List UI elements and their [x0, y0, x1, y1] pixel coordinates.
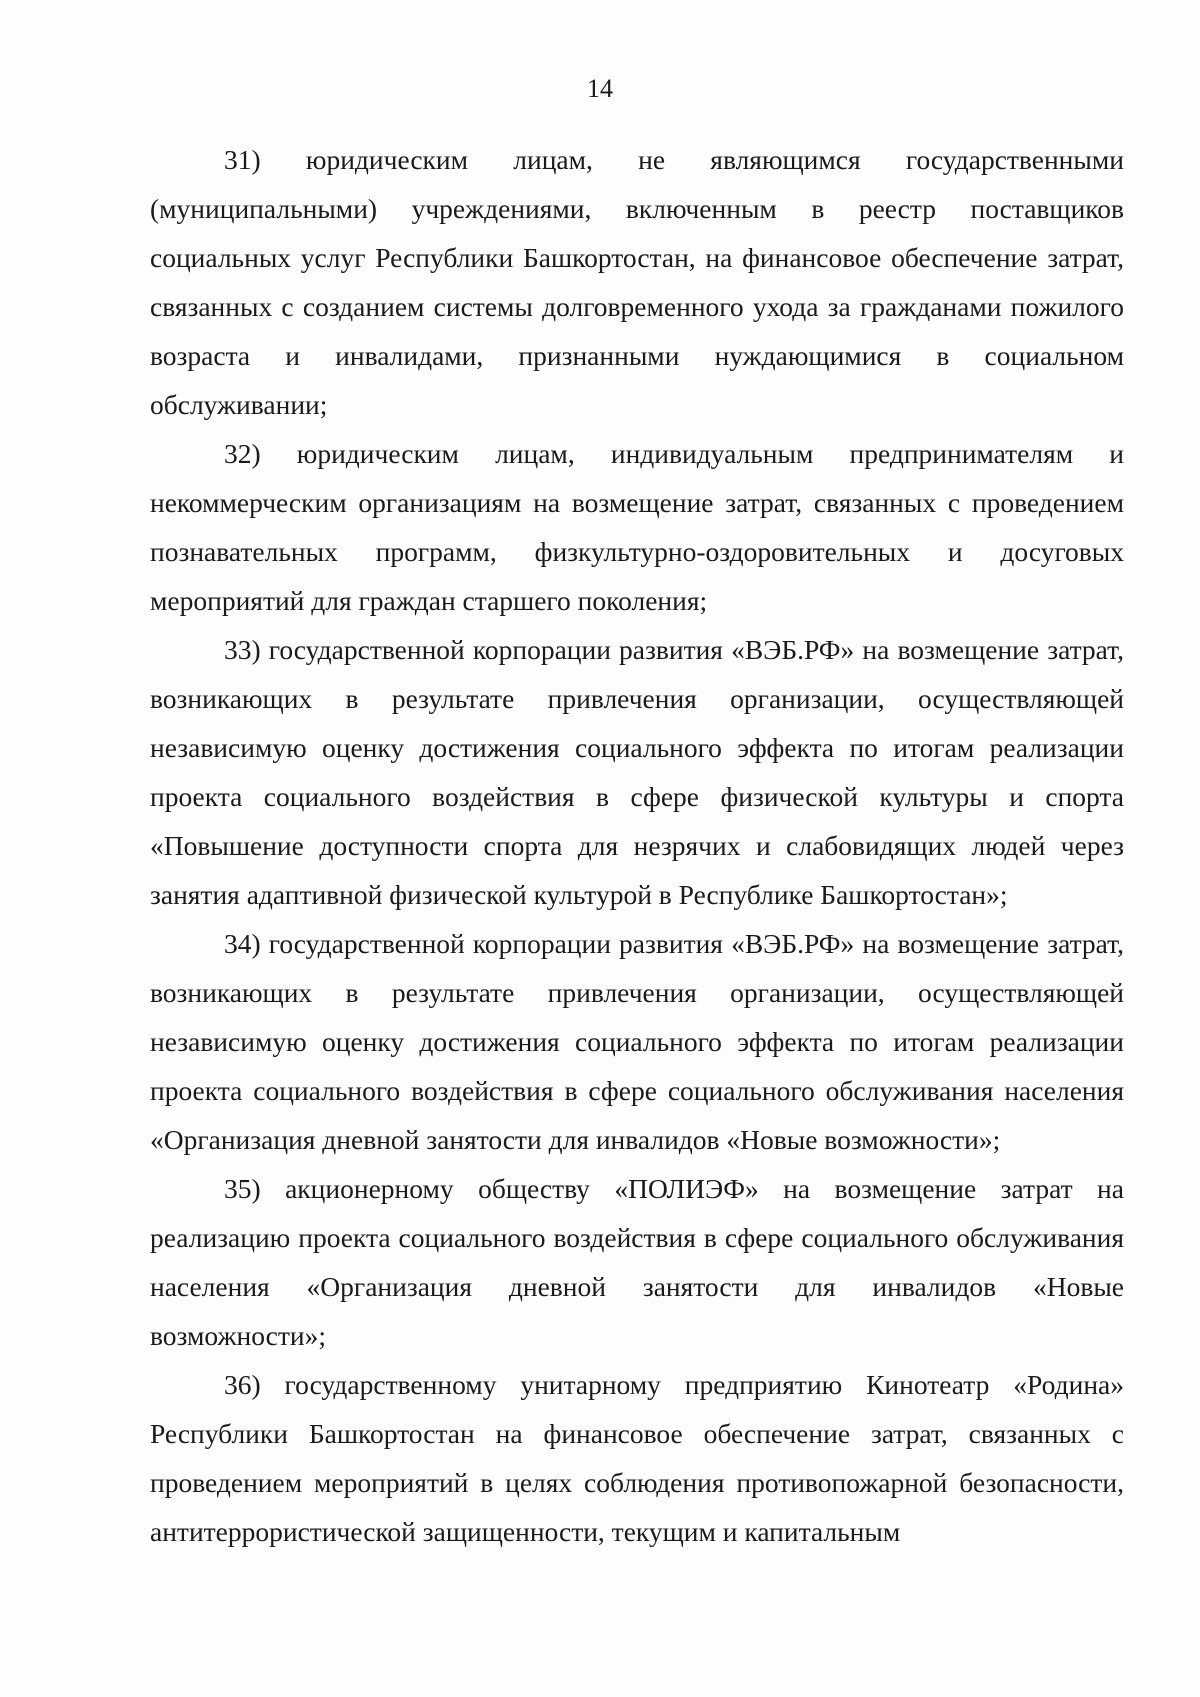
- paragraph-36: 36) государственному унитарному предприятию Кинотеатр «Родина» Республики Башкортостан на финансовое обеспечение затрат, связанных с проведением мероприятий в целях соблюдения противопожарной безопасности, антитеррористической защищенности, текущим и капитальным: [150, 1369, 1124, 1547]
- paragraph-33: 33) государственной корпорации развития «ВЭБ.РФ» на возмещение затрат, возникающих в результате привлечения организации, осуществляющей независимую оценку достижения социального эффекта по итогам реализации проекта социального воздействия в сфере физической культуры и спорта «Повышение доступности спорта для незрячих и слабовидящих людей через занятия адаптивной физической культурой в Республике Башкортостан»;: [150, 634, 1124, 910]
- document-body: [150, 135, 1124, 1556]
- paragraph-32: 32) юридическим лицам, индивидуальным предпринимателям и некоммерческим организациям на возмещение затрат, связанных с проведением познавательных программ, физкультурно-оздоровительных и досуговых мероприятий для граждан старшего поколения;: [150, 438, 1124, 616]
- paragraph-35: 35) акционерному обществу «ПОЛИЭФ» на возмещение затрат на реализацию проекта социального воздействия в сфере социального обслуживания населения «Организация дневной занятости для инвалидов «Новые возможности»;: [150, 1173, 1124, 1351]
- page-number: 14: [587, 74, 613, 103]
- paragraph-31: 31) юридическим лицам, не являющимся государственными (муниципальными) учреждениями, включенным в реестр поставщиков социальных услуг Республики Башкортостан, на финансовое обеспечение затрат, связанных с созданием системы долговременного ухода за гражданами пожилого возраста и инвалидами, признанными нуждающимися в социальном обслуживании;: [150, 144, 1124, 420]
- paragraph-34: 34) государственной корпорации развития «ВЭБ.РФ» на возмещение затрат, возникающих в результате привлечения организации, осуществляющей независимую оценку достижения социального эффекта по итогам реализации проекта социального воздействия в сфере социального обслуживания населения «Организация дневной занятости для инвалидов «Новые возможности»;: [150, 928, 1124, 1155]
